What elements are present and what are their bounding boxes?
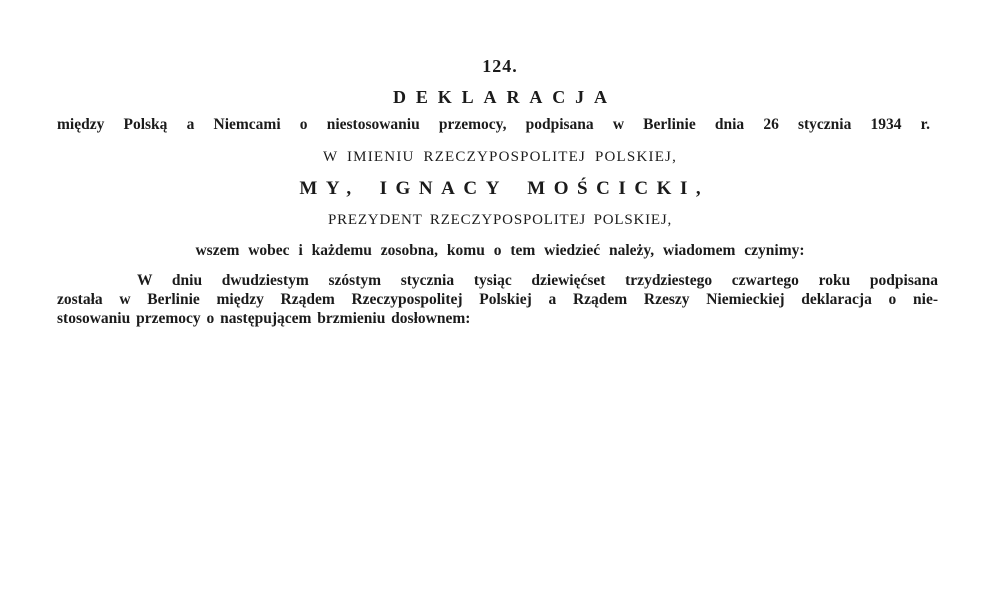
document-number: 124.: [482, 56, 518, 76]
body-paragraph-line: została w Berlinie między Rządem Rzeczypospolitej Polskiej a Rządem Rzeszy Niemieckiej deklaracja o nie-: [57, 291, 938, 308]
body-paragraph-line: stosowaniu przemocy o następującem brzmieniu dosłownem:: [57, 310, 471, 327]
body-paragraph: [57, 271, 938, 328]
president-name-line: MY, IGNACY MOŚCICKI,: [299, 178, 710, 199]
document-subtitle: między Polską a Niemcami o niestosowaniu przemocy, podpisana w Berlinie dnia 26 stycznia 1934 r.: [57, 116, 930, 133]
invocation-line: W IMIENIU RZECZYPOSPOLITEJ POLSKIEJ,: [322, 149, 678, 165]
proclamation-line: wszem wobec i każdemu zosobna, komu o tem wiedzieć należy, wiadomem czynimy:: [195, 242, 805, 259]
body-paragraph-line: W dniu dwudziestym szóstym stycznia tysiąc dziewięćset trzydziestego czwartego roku podpisana: [137, 272, 938, 289]
document-title: DEKLARACJA: [392, 87, 617, 107]
president-title-line: PREZYDENT RZECZYPOSPOLITEJ POLSKIEJ,: [327, 212, 673, 228]
